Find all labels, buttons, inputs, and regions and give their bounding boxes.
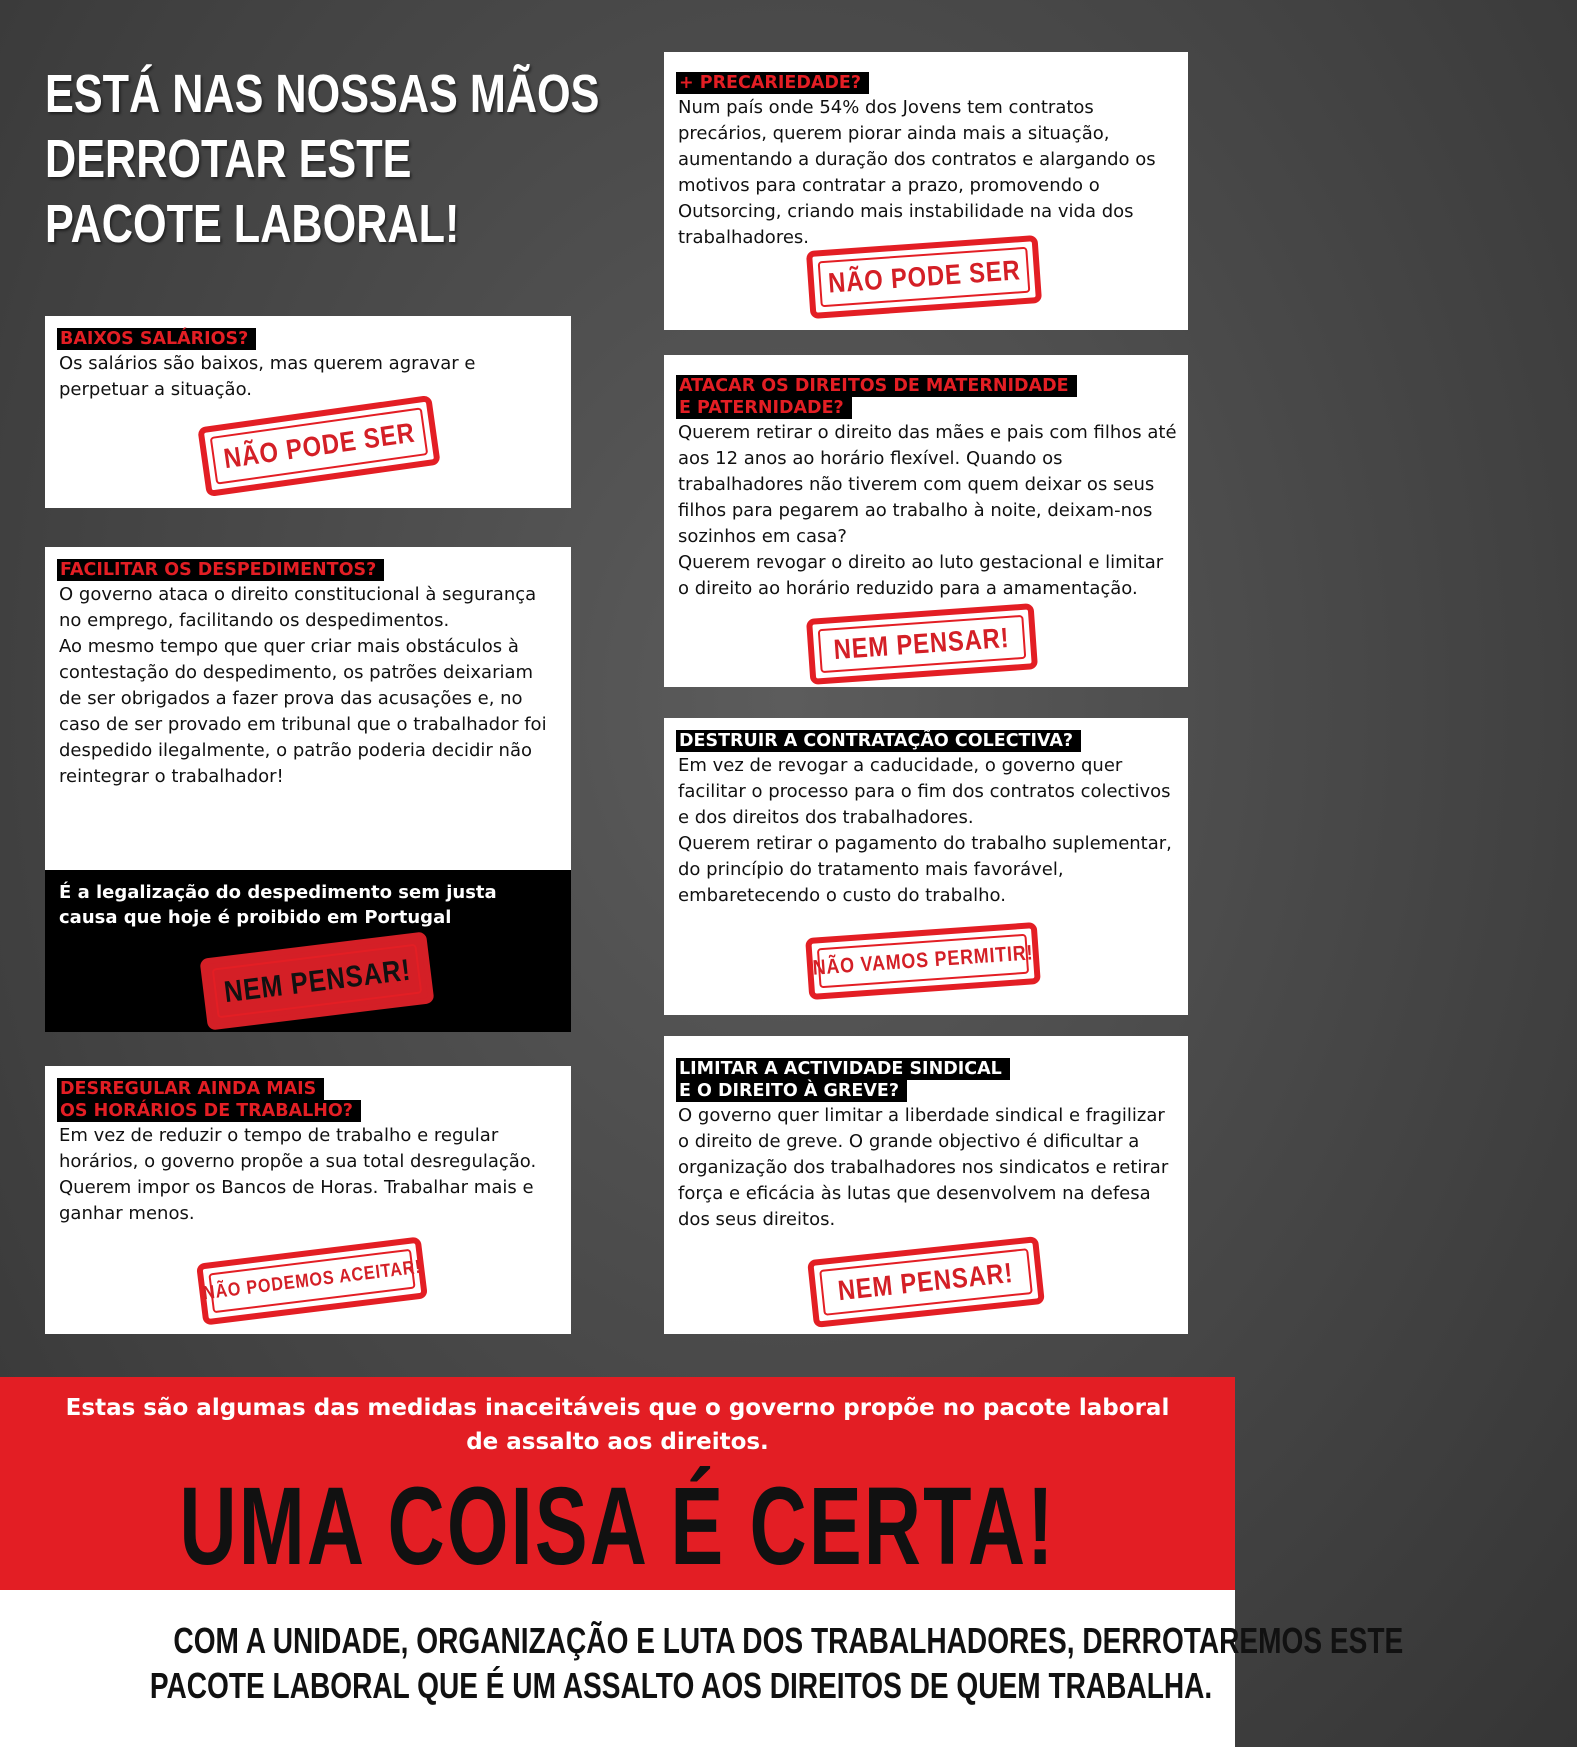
stamp-nao-podemos-aceitar [196,1236,428,1325]
card-paragraph: O governo ataca o direito constitucional à segurança no emprego, facilitando os despedimentos. [59,584,537,631]
stamp-text: NEM PENSAR! [836,1256,1016,1307]
headline-line-2: DERROTAR ESTE [45,129,412,189]
stamp-text: NÃO PODEMOS ACEITAR! [201,1256,423,1305]
card-tag: BAIXOS SALÁRIOS? [57,328,256,350]
card-sindical [664,1036,1188,1334]
card-tag-line-2: E PATERNIDADE? [676,397,852,419]
stamp-nao-vamos-permitir [805,922,1041,1000]
stamp-text: NÃO PODE SER [221,416,417,475]
stamp-text: NÃO VAMOS PERMITIR! [811,941,1035,980]
stamp-nem-pensar [199,931,434,1030]
card-paragraph: Em vez de revogar a caducidade, o governo quer facilitar o processo para o fim dos contratos colectivos e dos direitos dos trabalhadores. [678,755,1171,828]
card-body [57,582,549,790]
stamp-text: NEM PENSAR! [221,953,413,1009]
headline-line-3: PACOTE LABORAL! [45,194,460,254]
stamp-text: NÃO PODE SER [826,254,1022,299]
footer-text [0,1618,1404,1708]
banner-slogan [0,1465,1235,1588]
card-tag: FACILITAR OS DESPEDIMENTOS? [57,559,384,581]
banner-lead-text: Estas são algumas das medidas inaceitáveis que o governo propõe no pacote laboral de assalto aos direitos. [65,1395,1170,1455]
page-headline [45,62,600,257]
card-body: Os salários são baixos, mas querem agravar e perpetuar a situação. [59,353,476,400]
card-tag: + PRECARIEDADE? [676,72,869,94]
card-paragraph: Querem retirar o pagamento do trabalho suplementar, do princípio do tratamento mais favorável, embaretecendo o custo do trabalho. [678,833,1172,906]
headline-line-1: ESTÁ NAS NOSSAS MÃOS [45,64,600,124]
card-maternidade [664,355,1188,687]
card-baixos-salarios [45,316,571,508]
card-body: Num país onde 54% dos Jovens tem contratos precários, querem piorar ainda mais a situação, aumentando a duração dos contratos e alargando os motivos para contratar a prazo, promovendo o Outsorcing, criando mais instabilidade na vida dos trabalhadores. [678,97,1156,248]
card-paragraph: Ao mesmo tempo que quer criar mais obstáculos à contestação do despedimento, os patrões deixariam de ser obrigados a fazer prova das acusações e, no caso de ser provado em tribunal que o trabalhador foi despedido ilegalmente, o patrão poderia decidir não reintegrar o trabalhador! [59,636,547,787]
footer-message [0,1590,1404,1747]
card-body [676,420,1178,602]
card-tag-line-2: OS HORÁRIOS DE TRABALHO? [57,1100,361,1122]
stamp-nao-pode-ser [197,395,440,497]
card-horarios [45,1066,571,1334]
card-tag: DESREGULAR AINDA MAIS [57,1078,324,1100]
stamp-text: NEM PENSAR! [833,621,1011,666]
footer-line-1: COM A UNIDADE, ORGANIZAÇÃO E LUTA DOS TRABALHADORES, DERROTAREMOS ESTE [173,1620,1404,1661]
card-tag: LIMITAR A ACTIVIDADE SINDICAL [676,1058,1010,1080]
footer-line-2: PACOTE LABORAL QUE É UM ASSALTO AOS DIREITOS DE QUEM TRABALHA. [149,1665,1213,1706]
banner-slogan-text: UMA COISA É CERTA! [179,1465,1056,1588]
card-tag: DESTRUIR A CONTRATAÇÃO COLECTIVA? [676,730,1081,752]
card-paragraph: Querem retirar o direito das mães e pais com filhos até aos 12 anos ao horário flexível. Quando os trabalhadores não tiverem com quem deixar os seus filhos para pegarem ao trabalho à noite, deixam-nos sozinhos em casa? [678,422,1177,547]
stamp-nem-pensar [807,1236,1045,1328]
card-precariedade [664,52,1188,330]
card-body: O governo quer limitar a liberdade sindical e fragilizar o direito de greve. O grande objectivo é dificultar a organização dos trabalhadores nos sindicatos e retirar força e eficácia às lutas que desenvolvem na defesa dos seus direitos. [678,1105,1169,1230]
card-contratacao [664,718,1188,1015]
card-highlight-text: É a legalização do despedimento sem justa causa que hoje é proibido em Portugal [59,882,497,928]
stamp-nem-pensar [806,603,1038,685]
bottom-banner [0,1377,1235,1590]
card-paragraph: Querem revogar o direito ao luto gestacional e limitar o direito ao horário reduzido para a amamentação. [678,552,1164,599]
card-tag-line-2: E O DIREITO À GREVE? [676,1080,907,1102]
card-despedimentos [45,547,571,1032]
card-tag: ATACAR OS DIREITOS DE MATERNIDADE [676,375,1077,397]
card-highlight-box [45,870,571,1032]
card-body [676,753,1178,909]
card-body: Em vez de reduzir o tempo de trabalho e regular horários, o governo propõe a sua total desregulação. Querem impor os Bancos de Horas. Trabalhar mais e ganhar menos. [59,1125,537,1224]
